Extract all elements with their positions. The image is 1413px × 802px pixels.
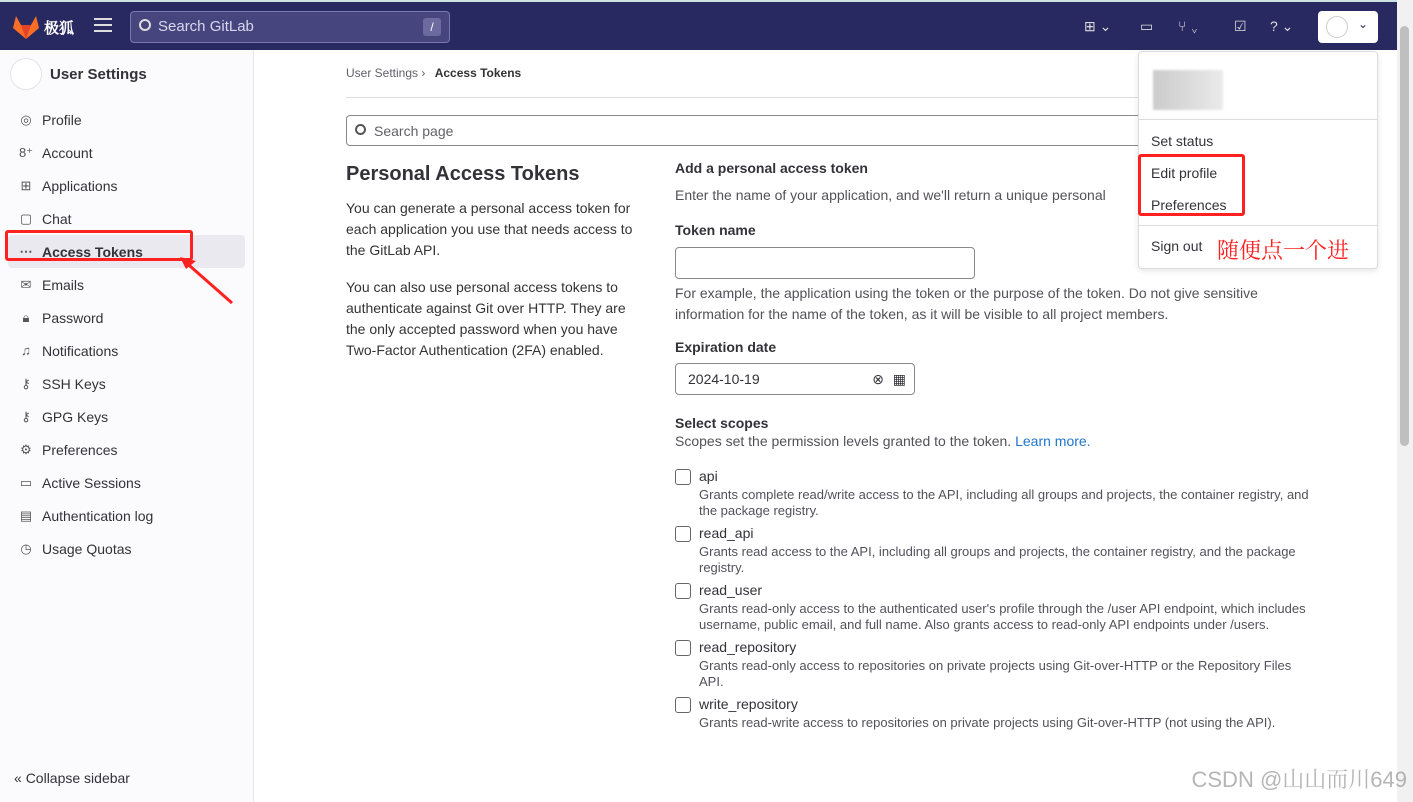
applications-icon: ⊞: [20, 177, 32, 193]
calendar-icon[interactable]: ▦: [892, 371, 906, 387]
key-icon: ⚷: [21, 375, 31, 391]
sidebar-title: User Settings: [50, 65, 147, 83]
scope-description: Grants read access to the API, including all groups and projects, the container registry, and the package registry.: [699, 544, 1296, 575]
scopes-label: Select scopes: [675, 415, 769, 431]
sidebar-item-label: Notifications: [42, 342, 119, 359]
divider: [1139, 225, 1377, 226]
clear-icon[interactable]: ⊗: [872, 371, 884, 387]
scope-checkbox[interactable]: [675, 640, 691, 656]
edit-profile-item[interactable]: Edit profile: [1151, 165, 1218, 181]
token-name-input[interactable]: [675, 247, 975, 279]
form-title: Add a personal access token: [675, 160, 868, 176]
scope-read_api: [675, 525, 1315, 576]
sidebar-item-gpg-keys[interactable]: [8, 400, 245, 433]
sidebar-item-account[interactable]: [8, 136, 245, 169]
collapse-label: Collapse sidebar: [25, 770, 130, 786]
sidebar-header: [10, 58, 147, 90]
gitlab-logo[interactable]: [12, 14, 74, 40]
search-icon: [355, 124, 366, 135]
chevron-down-icon: ⌄: [1358, 17, 1369, 31]
sidebar-item-label: Password: [42, 309, 104, 326]
token-name-label: Token name: [675, 222, 756, 238]
issues-icon[interactable]: ▭: [1140, 18, 1154, 34]
sidebar-item-label: Applications: [42, 177, 118, 194]
sidebar-item-profile[interactable]: [8, 103, 245, 136]
sidebar-item-applications[interactable]: [8, 169, 245, 202]
expiration-date-input[interactable]: [675, 363, 915, 395]
profile-icon: ◎: [20, 111, 32, 127]
token-icon: ⋯: [19, 243, 33, 259]
todo-icon[interactable]: ☑: [1234, 18, 1247, 34]
avatar: [1326, 16, 1348, 38]
user-info-blurred: [1153, 70, 1223, 110]
breadcrumb-parent[interactable]: User Settings: [346, 66, 419, 80]
sidebar-item-label: Access Tokens: [42, 243, 143, 260]
scrollbar[interactable]: [1397, 0, 1413, 802]
mail-icon: ✉: [20, 276, 32, 292]
sidebar-item-label: Emails: [42, 276, 85, 293]
scope-name[interactable]: read_api: [699, 525, 754, 541]
sidebar-item-label: SSH Keys: [42, 375, 106, 392]
menu-icon[interactable]: [94, 18, 112, 32]
annotation-box: [1138, 154, 1245, 216]
sidebar-item-authentication-log[interactable]: [8, 499, 245, 532]
account-icon: 8⁺: [18, 144, 34, 160]
scope-description: Grants read-only access to repositories on private projects using Git-over-HTTP or the Repository Files API.: [699, 658, 1292, 689]
scope-description: Grants read-write access to repositories on private projects using Git-over-HTTP (not using the API).: [699, 715, 1276, 730]
breadcrumb: User Settings › Access Tokens: [346, 66, 522, 80]
divider: [1139, 119, 1377, 120]
shortcut-badge: /: [423, 18, 441, 36]
sidebar-item-label: Chat: [42, 210, 72, 227]
chat-icon: ▢: [19, 210, 33, 226]
scope-read_repository: [675, 639, 1315, 690]
expiration-value: 2024-10-19: [688, 371, 760, 387]
preferences-icon: ⚙: [20, 441, 32, 457]
sidebar-item-active-sessions[interactable]: [8, 466, 245, 499]
search-gitlab-input[interactable]: [130, 11, 450, 43]
sidebar: [0, 50, 254, 802]
scope-read_user: [675, 582, 1315, 633]
scope-checkbox[interactable]: [675, 526, 691, 542]
sidebar-item-label: Active Sessions: [42, 474, 141, 491]
learn-more-link[interactable]: Learn more.: [1015, 433, 1091, 449]
preferences-item[interactable]: Preferences: [1151, 197, 1227, 213]
log-icon: ▤: [19, 507, 33, 523]
key-icon: ⚷: [21, 408, 31, 424]
page-title: Personal Access Tokens: [346, 163, 580, 185]
scope-description: Grants complete read/write access to the API, including all groups and projects, the container registry, and the package registry.: [699, 487, 1309, 518]
create-new-icon[interactable]: ⊞ ⌄: [1084, 18, 1112, 34]
scope-description: Grants read-only access to the authenticated user's profile through the /user API endpoint, which includes username, public email, and full name. Also grants access to read-only API endpoints under /users.: [699, 601, 1306, 632]
help-icon[interactable]: ? ⌄: [1270, 18, 1294, 34]
sign-out-item[interactable]: Sign out: [1151, 238, 1203, 254]
intro-text-2: You can also use personal access tokens to authenticate against Git over HTTP. They are the only accepted password when you have Two-Factor Authentication (2FA) enabled.: [346, 279, 626, 358]
sidebar-item-usage-quotas[interactable]: [8, 532, 245, 565]
scope-name[interactable]: write_repository: [699, 696, 798, 712]
search-placeholder: Search GitLab: [158, 18, 254, 35]
collapse-sidebar-button[interactable]: « Collapse sidebar: [14, 770, 130, 786]
scope-name[interactable]: api: [699, 468, 718, 484]
annotation-text: 随便点一个进: [1217, 238, 1350, 263]
sidebar-item-label: Account: [42, 144, 93, 161]
top-bar: [0, 0, 1397, 50]
annotation-arrow: [178, 255, 238, 307]
scope-name[interactable]: read_user: [699, 582, 763, 598]
scope-checkbox[interactable]: [675, 583, 691, 599]
lock-icon: 🔒︎: [22, 309, 30, 325]
scope-name[interactable]: read_repository: [699, 639, 797, 655]
sidebar-item-label: Preferences: [42, 441, 118, 458]
scope-checkbox[interactable]: [675, 697, 691, 713]
scope-checkbox[interactable]: [675, 469, 691, 485]
user-menu-button[interactable]: [1318, 11, 1378, 43]
set-status-item[interactable]: Set status: [1151, 133, 1214, 149]
annotation-box: [5, 230, 193, 261]
token-name-help: For example, the application using the token or the purpose of the token. Do not give sensitive information for the name of the token, as it will be visible to all project members.: [675, 285, 1258, 322]
sidebar-item-label: Authentication log: [42, 507, 154, 524]
monitor-icon: ▭: [19, 474, 33, 490]
search-page-input[interactable]: [346, 115, 1146, 146]
bell-icon: ♫: [21, 343, 31, 358]
avatar: [10, 58, 42, 90]
sidebar-item-label: Profile: [42, 111, 82, 128]
sidebar-item-notifications[interactable]: [8, 334, 245, 367]
divider: [346, 97, 1146, 98]
scopes-help: Scopes set the permission levels granted to the token.: [675, 433, 1012, 449]
sidebar-item-preferences[interactable]: [8, 433, 245, 466]
merge-requests-icon[interactable]: ⑂ ⌄: [1178, 18, 1199, 34]
form-subtitle: Enter the name of your application, and we'll return a unique personal: [675, 187, 1106, 203]
expiration-label: Expiration date: [675, 339, 777, 355]
search-icon: [139, 19, 151, 31]
sidebar-item-label: Usage Quotas: [42, 540, 132, 557]
scope-write_repository: [675, 696, 1315, 731]
sidebar-item-label: GPG Keys: [42, 408, 109, 425]
intro-text: You can generate a personal access token for each application you use that needs access to the GitLab API.: [346, 200, 633, 258]
search-page-placeholder: Search page: [374, 123, 454, 139]
scrollbar-thumb[interactable]: [1400, 26, 1409, 446]
scope-api: [675, 468, 1315, 519]
watermark: CSDN @山山而川649: [1191, 767, 1407, 792]
quota-icon: ◷: [20, 540, 32, 556]
brand-text: 极狐: [44, 19, 75, 37]
sidebar-item-ssh-keys[interactable]: [8, 367, 245, 400]
breadcrumb-current: Access Tokens: [434, 66, 522, 80]
